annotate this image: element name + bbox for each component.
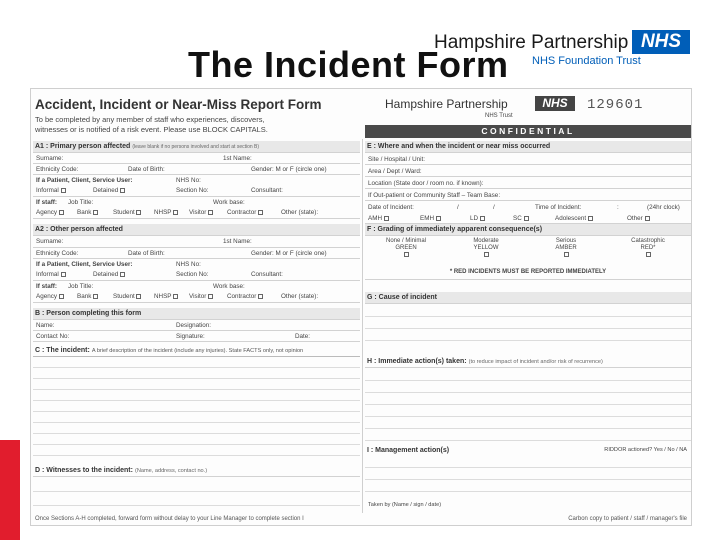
- ruled-line: [365, 428, 691, 429]
- a2-nhsp-label: NHSP: [154, 293, 172, 300]
- f-grade-amber-checkbox[interactable]: [564, 252, 569, 257]
- e-other-label: Other: [627, 215, 643, 222]
- a1-informal-checkbox[interactable]: [61, 188, 66, 193]
- a2-patient-row[interactable]: [33, 259, 360, 281]
- ruled-line: [33, 389, 360, 390]
- a2-section-no-label: Section No:: [176, 271, 209, 278]
- ruled-line: [33, 367, 360, 368]
- e-time-separator: :: [617, 204, 619, 211]
- a2-bank-label: Bank: [77, 293, 92, 300]
- a2-informal-label: Informal: [36, 271, 59, 278]
- ruled-line: [33, 433, 360, 434]
- a1-consultant-label: Consultant:: [251, 187, 283, 194]
- b-signature-label: Signature:: [176, 333, 205, 340]
- ruled-line: [365, 380, 691, 381]
- e-sc-checkbox[interactable]: [524, 216, 529, 221]
- form-footer-instruction: Once Sections A-H completed, forward form without delay to your Line Manager to complete section I: [35, 516, 304, 522]
- a1-detained-checkbox[interactable]: [120, 188, 125, 193]
- e-area-row[interactable]: [365, 165, 691, 177]
- section-i-title: I : Management action(s): [367, 447, 450, 454]
- ruled-line: [365, 404, 691, 405]
- e-amh-label: AMH: [368, 215, 382, 222]
- a1-nhsp-label: NHSP: [154, 209, 172, 216]
- ruled-line: [365, 440, 691, 441]
- form-right-column: [365, 139, 691, 525]
- ruled-line: [365, 392, 691, 393]
- e-outpatient-row[interactable]: [365, 189, 691, 201]
- section-d-note: (Name, address, contact no.): [134, 468, 208, 474]
- e-emh-checkbox[interactable]: [436, 216, 441, 221]
- a2-work-base-label: Work base:: [213, 283, 245, 290]
- e-date-row[interactable]: [365, 201, 691, 213]
- incident-form: [30, 88, 692, 526]
- ruled-line: [33, 455, 360, 456]
- a2-staff-label: If staff:: [36, 283, 57, 290]
- b-contact-row[interactable]: [33, 331, 360, 342]
- a2-detained-label: Detained: [93, 271, 119, 278]
- e-adolescent-label: Adolescent: [555, 215, 587, 222]
- a1-visitor-label: Visitor: [189, 209, 207, 216]
- section-g-header: [365, 292, 691, 304]
- a2-details-row[interactable]: [33, 248, 360, 259]
- form-nhs-icon: NHS: [535, 96, 575, 111]
- ruled-line: [365, 491, 691, 492]
- e-date-label: Date of Incident:: [368, 204, 414, 211]
- a1-gender-label: Gender: M or F (circle one): [251, 166, 327, 173]
- a1-nhsp-checkbox[interactable]: [173, 210, 178, 215]
- a1-dob-label: Date of Birth:: [128, 166, 165, 173]
- a1-student-checkbox[interactable]: [136, 210, 141, 215]
- trust-logo: [434, 30, 694, 70]
- a2-job-title-label: Job Title:: [68, 283, 94, 290]
- form-footer-copy-note: Carbon copy to patient / staff / manager's file: [568, 516, 687, 522]
- f-grade-yellow: [451, 238, 521, 259]
- a2-contractor-checkbox[interactable]: [258, 294, 263, 299]
- f-grade-label: None / Minimal: [385, 238, 426, 244]
- a2-bank-checkbox[interactable]: [93, 294, 98, 299]
- section-c-title: C : The incident:: [35, 347, 90, 354]
- a1-job-title-label: Job Title:: [68, 199, 94, 206]
- ruled-line: [365, 416, 691, 417]
- b-name-label: Name:: [36, 322, 55, 329]
- i-riddor-label: RIDDOR actioned? Yes / No / NA: [604, 447, 687, 453]
- section-c-note: A brief description of the incident (include any injuries). State FACTS only, not opinion: [91, 348, 304, 354]
- a1-visitor-checkbox[interactable]: [208, 210, 213, 215]
- i-taken-by-label: Taken by (Name / sign / date): [368, 502, 442, 508]
- a2-informal-checkbox[interactable]: [61, 272, 66, 277]
- e-outpatient-label: If Out-patient or Community Staff – Team Base:: [368, 192, 501, 199]
- a2-student-label: Student: [113, 293, 135, 300]
- ruled-line: [365, 479, 691, 480]
- a2-consultant-label: Consultant:: [251, 271, 283, 278]
- confidential-banner: CONFIDENTIAL: [365, 125, 691, 138]
- f-grade-colour: GREEN: [395, 245, 417, 251]
- e-other-checkbox[interactable]: [645, 216, 650, 221]
- f-grade-label: Serious: [555, 238, 577, 244]
- ruled-line: [33, 505, 360, 506]
- form-logo-trust: NHS Trust: [485, 113, 513, 119]
- a1-name-row[interactable]: [33, 153, 360, 164]
- management-action-area[interactable]: [365, 457, 691, 499]
- f-grade-green-checkbox[interactable]: [404, 252, 409, 257]
- section-e-header: [365, 141, 691, 153]
- e-time-label: Time of Incident:: [535, 204, 582, 211]
- a2-ethnicity-label: Ethnicity Code:: [36, 250, 79, 257]
- section-a2-header: [33, 224, 360, 236]
- e-area-label: Area / Dept / Ward:: [368, 168, 422, 175]
- a2-agency-label: Agency: [36, 293, 58, 300]
- a1-staff-label: If staff:: [36, 199, 57, 206]
- section-h-header: [365, 356, 691, 368]
- ruled-line: [33, 400, 360, 401]
- a1-details-row[interactable]: [33, 164, 360, 175]
- section-i-header: [365, 445, 691, 457]
- a2-visitor-checkbox[interactable]: [208, 294, 213, 299]
- e-site-label: Site / Hospital / Unit:: [368, 156, 426, 163]
- form-logo-org: Hampshire Partnership: [385, 97, 508, 111]
- a1-ethnicity-label: Ethnicity Code:: [36, 166, 79, 173]
- ruled-line: [33, 378, 360, 379]
- section-g-title: G : Cause of incident: [367, 294, 438, 301]
- e-adolescent-checkbox[interactable]: [588, 216, 593, 221]
- ruled-line: [365, 316, 691, 317]
- section-a1-header: [33, 141, 360, 153]
- a1-nhs-no-label: NHS No:: [176, 177, 201, 184]
- a1-other-label: Other (state):: [281, 209, 319, 216]
- form-subtitle: [35, 115, 345, 134]
- a1-detained-label: Detained: [93, 187, 119, 194]
- section-b-title: B : Person completing this form: [35, 310, 142, 317]
- a1-section-no-label: Section No:: [176, 187, 209, 194]
- section-a1-note: (leave blank if no persons involved and start at section B): [132, 144, 260, 150]
- f-red-incident-note: * RED INCIDENTS MUST BE REPORTED IMMEDIATELY: [449, 269, 607, 275]
- a2-student-checkbox[interactable]: [136, 294, 141, 299]
- f-grade-yellow-checkbox[interactable]: [484, 252, 489, 257]
- e-date-separator: /: [493, 204, 495, 211]
- section-d-header: [33, 465, 360, 477]
- f-grading-row[interactable]: [365, 236, 691, 280]
- a1-agency-label: Agency: [36, 209, 58, 216]
- accent-bar: [0, 440, 20, 540]
- section-a1-title: A1 : Primary person affected: [35, 143, 131, 150]
- a1-contractor-label: Contractor: [227, 209, 257, 216]
- a1-bank-label: Bank: [77, 209, 92, 216]
- a2-patient-label: If a Patient, Client, Service User:: [36, 261, 133, 268]
- b-contact-no-label: Contact No:: [36, 333, 70, 340]
- a2-other-label: Other (state):: [281, 293, 319, 300]
- logo-org-name: Hampshire Partnership: [434, 32, 629, 53]
- e-amh-checkbox[interactable]: [384, 216, 389, 221]
- form-serial-number: 129601: [587, 97, 644, 113]
- a2-agency-checkbox[interactable]: [59, 294, 64, 299]
- section-f-title: F : Grading of immediately apparent consequence(s): [367, 226, 543, 233]
- a1-staff-row[interactable]: [33, 197, 360, 219]
- e-location-label: Location (State door / room no. if known):: [368, 180, 484, 187]
- f-grade-colour: AMBER: [555, 245, 577, 251]
- a2-nhsp-checkbox[interactable]: [173, 294, 178, 299]
- f-grade-colour: RED*: [640, 245, 656, 251]
- immediate-action-area[interactable]: [365, 368, 691, 446]
- a1-informal-label: Informal: [36, 187, 59, 194]
- incident-description-area[interactable]: [33, 357, 360, 463]
- ruled-line: [33, 422, 360, 423]
- a2-name-row[interactable]: [33, 236, 360, 248]
- e-emh-label: EMH: [420, 215, 434, 222]
- f-grade-label: Catastrophic: [631, 238, 665, 244]
- form-title: Accident, Incident or Near-Miss Report Form: [35, 97, 322, 112]
- a2-dob-label: Date of Birth:: [128, 250, 165, 257]
- e-site-row[interactable]: [365, 153, 691, 165]
- section-d-title: D : Witnesses to the incident:: [35, 467, 133, 474]
- ruled-line: [33, 411, 360, 412]
- ruled-line: [33, 491, 360, 492]
- e-ld-label: LD: [470, 215, 479, 222]
- logo-trust-line: NHS Foundation Trust: [532, 55, 641, 67]
- e-sc-label: SC: [513, 215, 522, 222]
- a1-first-name-label: 1st Name:: [223, 155, 252, 162]
- column-divider: [362, 139, 363, 513]
- a1-patient-row[interactable]: [33, 175, 360, 197]
- form-subtitle-line: To be completed by any member of staff who experiences, discovers,: [35, 115, 265, 124]
- cause-area[interactable]: [365, 304, 691, 352]
- f-grade-red-checkbox[interactable]: [646, 252, 651, 257]
- witnesses-area[interactable]: [33, 479, 360, 509]
- e-service-row[interactable]: [365, 213, 691, 224]
- ruled-line: [365, 328, 691, 329]
- i-taken-by-row[interactable]: [365, 499, 691, 511]
- section-c-header: [33, 345, 360, 357]
- b-date-label: Date:: [295, 333, 311, 340]
- e-location-row[interactable]: [365, 177, 691, 189]
- section-h-note: (to reduce impact of incident and/or risk of recurrence): [468, 359, 603, 365]
- a2-visitor-label: Visitor: [189, 293, 207, 300]
- section-e-title: E : Where and when the incident or near miss occurred: [367, 143, 551, 150]
- a1-patient-label: If a Patient, Client, Service User:: [36, 177, 133, 184]
- nhs-logo-icon: NHS: [632, 30, 690, 54]
- section-h-title: H : Immediate action(s) taken:: [367, 358, 467, 365]
- section-b-header: [33, 308, 360, 320]
- a2-contractor-label: Contractor: [227, 293, 257, 300]
- a2-nhs-no-label: NHS No:: [176, 261, 201, 268]
- a1-bank-checkbox[interactable]: [93, 210, 98, 215]
- form-left-column: [33, 139, 360, 525]
- a2-surname-label: Surname:: [36, 238, 64, 245]
- form-subtitle-line: witnesses or is notified of a risk event. Please use BLOCK CAPITALS.: [35, 124, 268, 134]
- f-grade-label: Moderate: [473, 238, 499, 244]
- f-grade-colour: YELLOW: [473, 245, 499, 251]
- e-date-separator: /: [457, 204, 459, 211]
- section-a2-title: A2 : Other person affected: [35, 226, 123, 233]
- ruled-line: [365, 467, 691, 468]
- a1-student-label: Student: [113, 209, 135, 216]
- a2-first-name-label: 1st Name:: [223, 238, 252, 245]
- a1-work-base-label: Work base:: [213, 199, 245, 206]
- e-ld-checkbox[interactable]: [480, 216, 485, 221]
- b-designation-label: Designation:: [176, 322, 212, 329]
- ruled-line: [33, 444, 360, 445]
- f-grade-red: [613, 238, 683, 259]
- a2-staff-row[interactable]: [33, 281, 360, 303]
- a1-contractor-checkbox[interactable]: [258, 210, 263, 215]
- e-clock-note: (24hr clock): [647, 204, 680, 211]
- f-grade-green: [371, 238, 441, 259]
- a2-detained-checkbox[interactable]: [120, 272, 125, 277]
- f-grade-amber: [531, 238, 601, 259]
- a1-agency-checkbox[interactable]: [59, 210, 64, 215]
- section-f-header: [365, 224, 691, 236]
- a1-surname-label: Surname:: [36, 155, 64, 162]
- b-name-row[interactable]: [33, 320, 360, 331]
- ruled-line: [365, 340, 691, 341]
- slide-title: The Incident Form: [188, 44, 509, 85]
- a2-gender-label: Gender: M or F (circle one): [251, 250, 327, 257]
